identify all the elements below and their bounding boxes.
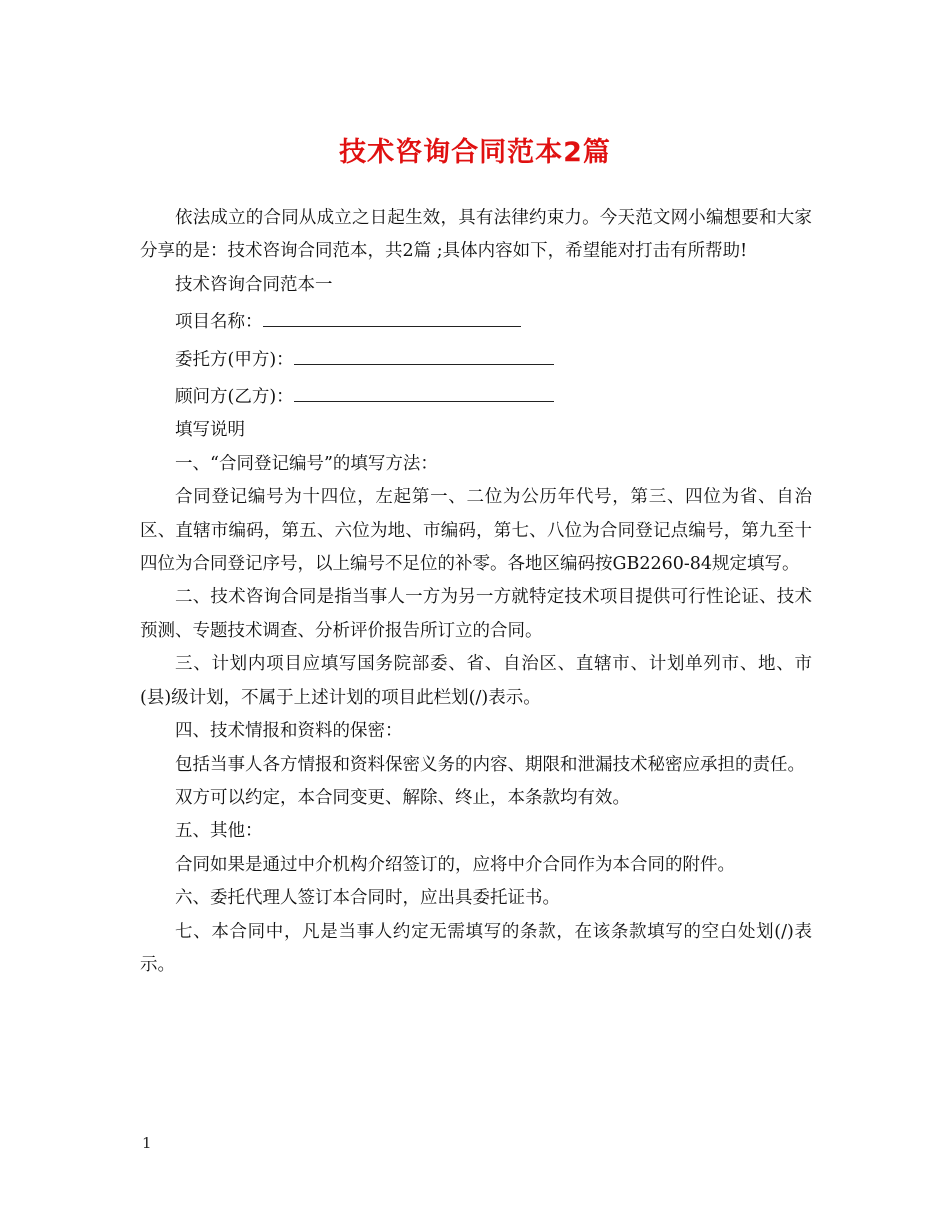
section-title: 技术咨询合同范本一: [175, 274, 333, 295]
item4-body-1: 包括当事人各方情报和资料保密义务的内容、期限和泄漏技术秘密应承担的责任。: [175, 754, 805, 775]
project-name-field: [140, 302, 812, 339]
item3-paragraph: 三、计划内项目应填写国务院部委、省、自治区、直辖市、计划单列市、地、市(县)级计划，不属于上述计划的项目此栏划(/)表示。: [140, 654, 812, 708]
document-body: [140, 202, 812, 982]
instructions-heading: 填写说明: [175, 420, 245, 441]
item2-paragraph: 二、技术咨询合同是指当事人一方为另一方就特定技术项目提供可行性论证、技术预测、专题技术调查、分析评价报告所订立的合同。: [140, 587, 812, 641]
client-field: [140, 340, 812, 377]
item5-body: 合同如果是通过中介机构介绍签订的，应将中介合同作为本合同的附件。: [175, 854, 735, 875]
item5-heading: 五、其他：: [175, 821, 263, 842]
intro-paragraph: 依法成立的合同从成立之日起生效，具有法律约束力。今天范文网小编想要和大家分享的是：技术咨询合同范本，共2篇 ;具体内容如下，希望能对打击有所帮助!: [140, 208, 812, 262]
item6-paragraph: 六、委托代理人签订本合同时，应出具委托证书。: [175, 888, 560, 909]
item4-body-2: 双方可以约定，本合同变更、解除、终止，本条款均有效。: [175, 787, 630, 808]
project-name-label: 项目名称：: [175, 312, 263, 333]
consultant-label: 顾问方(乙方)：: [175, 387, 294, 408]
page-number: 1: [142, 1134, 152, 1152]
item7-paragraph: 七、本合同中，凡是当事人约定无需填写的条款，在该条款填写的空白处划(/)表示。: [140, 921, 812, 975]
client-blank[interactable]: [294, 340, 554, 365]
item1-heading: 一、“合同登记编号”的填写方法：: [175, 453, 438, 474]
consultant-blank[interactable]: [294, 377, 554, 402]
item4-heading: 四、技术情报和资料的保密：: [175, 721, 403, 742]
client-label: 委托方(甲方)：: [175, 349, 294, 370]
page-title: 技术咨询合同范本2篇: [339, 137, 611, 168]
project-name-blank[interactable]: [263, 302, 521, 327]
item1-body: 合同登记编号为十四位，左起第一、二位为公历年代号，第三、四位为省、自治区、直辖市编码，第五、六位为地、市编码，第七、八位为合同登记点编号，第九至十四位为合同登记序号，以上编号不足位的补零。各地区编码按GB2260-84规定填写。: [140, 487, 812, 575]
consultant-field: [140, 377, 812, 414]
